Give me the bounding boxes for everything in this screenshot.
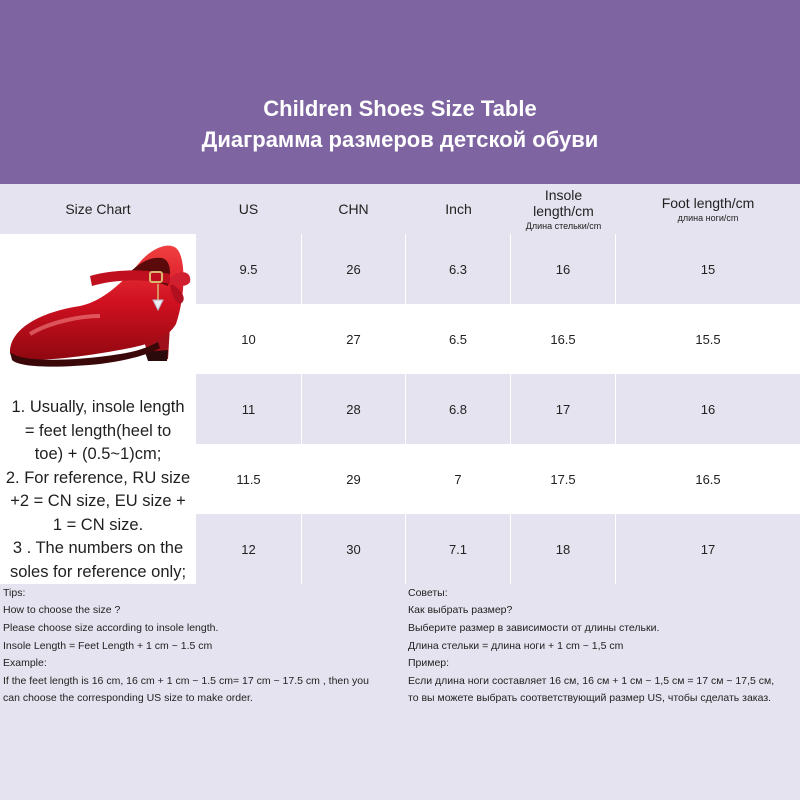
tips-ru-line: Советы: <box>408 587 448 599</box>
cell-insole: 18 <box>511 514 615 584</box>
column-header-label: Inch <box>445 201 472 217</box>
tips-en-line: Insole Length = Feet Length + 1 cm ~ 1.5 cm <box>3 640 213 652</box>
tips-ru-line: Пример: <box>408 657 450 669</box>
column-header-label: Insole <box>544 187 583 203</box>
column-header-sublabel: длина ноги/cm <box>677 213 739 223</box>
cell-us: 10 <box>196 304 301 374</box>
tips-en-line: Please choose size according to insole length. <box>3 622 219 634</box>
cell-inch: 6.3 <box>406 234 510 304</box>
column-header-label: Size Chart <box>65 201 131 217</box>
shoe-image-container <box>0 234 196 371</box>
tips-ru-line: то вы можете выбрать соответствующий размер US, чтобы сделать заказ. <box>408 692 772 704</box>
cell-inch: 6.8 <box>406 374 510 444</box>
column-header-label: CHN <box>338 201 369 217</box>
note-line: = feet length(heel to <box>24 421 172 440</box>
cell-inch: 7 <box>406 444 510 514</box>
tips-ru-line: Как выбрать размер? <box>408 604 513 616</box>
note-line: 1 = CN size. <box>52 515 144 534</box>
column-header-sublabel: Длина стельки/cm <box>525 221 602 231</box>
cell-insole: 16.5 <box>511 304 615 374</box>
cell-chn: 30 <box>302 514 405 584</box>
cell-us: 9.5 <box>196 234 301 304</box>
cell-us: 12 <box>196 514 301 584</box>
tips-ru-line: Выберите размер в зависимости от длины стельки. <box>408 622 660 634</box>
note-line: toe) + (0.5~1)cm; <box>34 445 162 463</box>
tips-section <box>0 584 800 800</box>
cell-inch: 7.1 <box>406 514 510 584</box>
tips-en-line: How to choose the size ? <box>3 604 121 616</box>
cell-insole: 17.5 <box>511 444 615 514</box>
tips-en-line: Tips: <box>3 587 26 599</box>
note-line: +2 = CN size, EU size + <box>10 492 186 510</box>
cell-foot: 15.5 <box>616 304 800 374</box>
cell-inch: 6.5 <box>406 304 510 374</box>
column-header-label: length/cm <box>533 203 594 219</box>
cell-chn: 26 <box>302 234 405 304</box>
note-line: soles for reference only; <box>9 562 187 581</box>
column-header-label: Foot length/cm <box>661 195 755 211</box>
cell-foot: 16.5 <box>616 444 800 514</box>
column-header-us <box>196 184 301 234</box>
cell-insole: 16 <box>511 234 615 304</box>
column-header-foot-length <box>616 184 800 234</box>
column-header-size-chart <box>0 184 196 234</box>
cell-chn: 27 <box>302 304 405 374</box>
note-line: 3 . The numbers on the <box>12 539 184 557</box>
column-header-chn <box>301 184 406 234</box>
column-header-label: US <box>238 201 259 217</box>
red-shoe-photo <box>0 234 196 371</box>
size-notes <box>0 371 196 584</box>
cell-insole: 17 <box>511 374 615 444</box>
column-header-inch <box>406 184 511 234</box>
tips-ru-line: Длина стельки = длина ноги + 1 cm ~ 1,5 cm <box>408 640 624 652</box>
header-banner <box>0 0 800 184</box>
cell-foot: 17 <box>616 514 800 584</box>
tips-en-line: Example: <box>3 657 47 669</box>
tips-ru-line: Если длина ноги составляет 16 см, 16 см + 1 см ~ 1,5 см = 17 см ~ 17,5 см, <box>408 675 775 687</box>
cell-us: 11 <box>196 374 301 444</box>
note-line: 2. For reference, RU size <box>5 468 191 487</box>
cell-chn: 28 <box>302 374 405 444</box>
title-russian: Диаграмма размеров детской обуви <box>201 127 599 152</box>
title-english: Children Shoes Size Table <box>263 96 537 121</box>
note-line: 1. Usually, insole length <box>11 398 185 416</box>
cell-foot: 16 <box>616 374 800 444</box>
cell-chn: 29 <box>302 444 405 514</box>
cell-foot: 15 <box>616 234 800 304</box>
column-header-insole <box>511 184 616 234</box>
cell-us: 11.5 <box>196 444 301 514</box>
tips-en-line: If the feet length is 16 cm, 16 cm + 1 cm ~ 1.5 cm= 17 cm ~ 17.5 cm , then you <box>3 675 369 687</box>
tips-en-line: can choose the corresponding US size to make order. <box>3 692 253 704</box>
